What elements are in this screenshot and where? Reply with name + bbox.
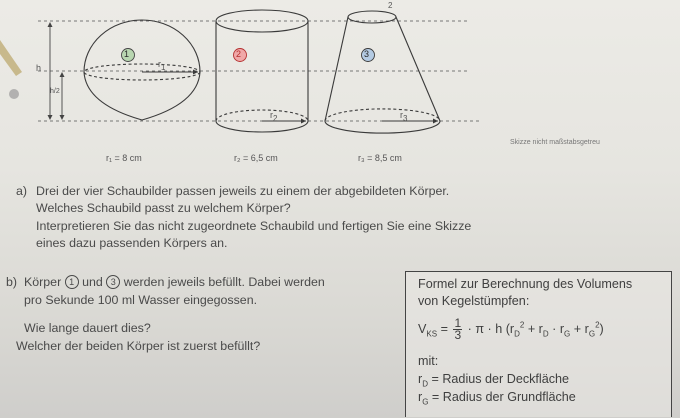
body-1-reference: 1 [65,275,79,289]
body-1-sphere [84,20,200,120]
task-a-line-4: eines dazu passenden Körpers an. [36,236,228,250]
scale-note: Skizze nicht maßstabsgetreu [510,139,600,146]
formula-title-1: Formel zur Berechnung des Volumens [418,277,633,291]
task-b-question-1: Wie lange dauert dies? [24,321,151,335]
half-height-label: h/2 [50,88,60,95]
radius-2-label: $r_2$ [270,110,278,123]
body-3-frustum [325,11,440,133]
formula-mit: mit: [418,354,439,368]
task-a-line-2: Welches Schaubild passt zu welchem Körper? [36,201,291,215]
task-b-line-2: pro Sekunde 100 ml Wasser eingegossen. [24,293,258,307]
height-label: h [36,63,42,73]
definition-base-radius: $r_G$ = Radius der Grundfläche [418,390,576,407]
formula-title-2: von Kegelstümpfen: [418,294,530,308]
definition-top-radius: $r_D$ = Radius der Deckfläche [418,372,570,389]
task-b-marker: b) [6,275,18,289]
radius-3-value: r₃ = 8,5 cm [358,153,402,163]
pencil-icon [0,40,22,99]
radius-1-label: $r_1$ [158,59,166,72]
formula-box [405,271,672,417]
solids-figure [0,0,680,175]
task-b-line-1: Körper 1 und 3 werden jeweils befüllt. Dabei werden [24,275,325,289]
radius-2-value: r₂ = 6,5 cm [234,153,278,163]
top-radius-label: 2 [388,1,393,10]
task-a-marker: a) [16,184,28,198]
badge-3-number: 3 [364,49,370,59]
radius-3-label: $r_3$ [400,110,408,123]
task-a-line-3: Interpretieren Sie das nicht zugeordnete Schaubild und fertigen Sie eine Skizze [36,219,472,233]
body-3-reference: 3 [106,275,120,289]
task-a-line-1: Drei der vier Schaubilder passen jeweils zu einem der abgebildeten Körper. [36,184,450,198]
frustum-volume-formula: $V_{KS}$ = $\frac{1}{3}$ · π · h $(r_D^2 + r_D \cdot r_G + r_G^2)$ [418,316,604,342]
radius-1-value: r₁ = 8 cm [106,153,142,163]
badge-2-number: 2 [236,49,242,59]
task-b-question-2: Welcher der beiden Körper ist zuerst befüllt? [16,339,261,353]
badge-1-number: 1 [124,49,130,59]
